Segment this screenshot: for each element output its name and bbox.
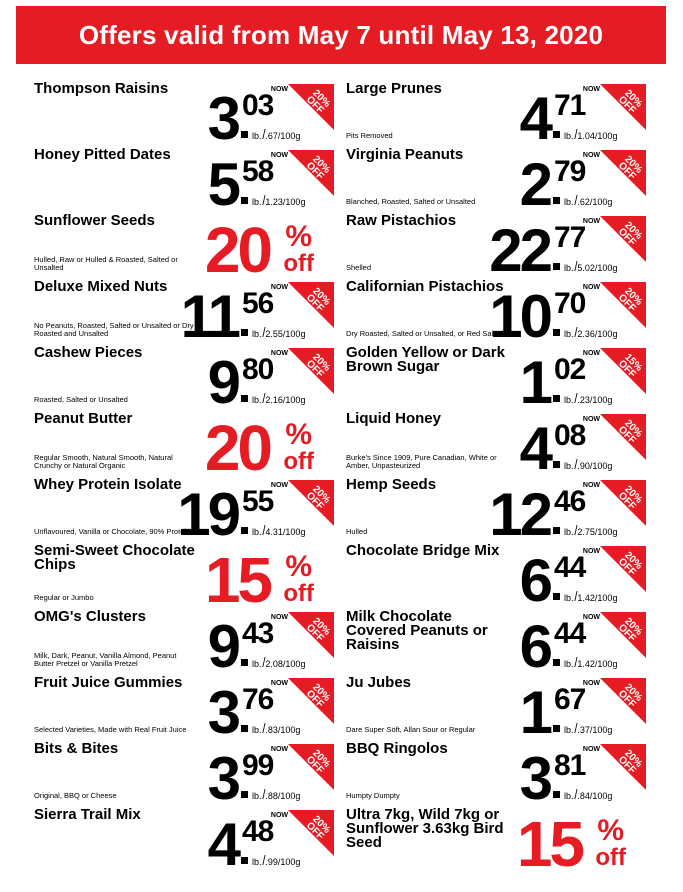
price-dollars: 3	[207, 679, 238, 746]
product-description: Hulled	[346, 527, 368, 536]
price-dollars: 3	[207, 85, 238, 152]
per-100g-price: 1.23/100g	[265, 197, 306, 207]
product-name: Virginia Peanuts	[346, 146, 464, 163]
price-dot	[553, 593, 560, 600]
unit-label: lb.	[564, 461, 574, 471]
price-dot	[553, 461, 560, 468]
percent-value: 20	[204, 214, 270, 286]
unit-label: lb.	[564, 593, 574, 603]
off-label: off	[595, 844, 626, 871]
price-cents: 58	[242, 155, 274, 188]
product-item	[34, 342, 334, 416]
unit-label: lb.	[252, 395, 262, 405]
discount-badge	[582, 546, 646, 594]
product-item	[34, 408, 334, 484]
slash-glyph: /	[573, 192, 578, 208]
price-dot	[241, 527, 248, 534]
discount-badge	[582, 612, 646, 660]
discount-badge	[270, 348, 334, 396]
percent-value: 20	[204, 412, 270, 484]
unit-label: lb.	[564, 197, 574, 207]
badge-discount-text: 20% OFF	[303, 87, 333, 117]
product-name: Deluxe Mixed Nuts	[34, 278, 168, 295]
discount-badge	[582, 216, 646, 264]
discount-badge	[270, 678, 334, 726]
badge-discount-text: 20% OFF	[615, 483, 645, 513]
product-description: Dry Roasted, Salted or Unsalted, or Red Salted	[346, 329, 504, 338]
percent-sign: %	[285, 550, 312, 583]
percent-off-block	[496, 808, 626, 880]
product-item	[34, 474, 334, 548]
unit-label: lb.	[252, 659, 262, 669]
price-dollars: 6	[519, 613, 550, 680]
product-description: No Peanuts, Roasted, Salted or Unsalted or Dry Roasted and Unsalted	[34, 321, 194, 338]
price-cents: 02	[554, 353, 586, 386]
percent-sign: %	[597, 814, 624, 847]
slash-glyph: /	[261, 720, 266, 736]
price-dot	[553, 527, 560, 534]
badge-discount-text: 20% OFF	[615, 549, 645, 579]
product-description: Shelled	[346, 263, 372, 272]
price-cents: 44	[554, 551, 586, 584]
product-item	[346, 78, 646, 152]
product-description: Selected Varieties, Made with Real Fruit Juice	[34, 725, 187, 734]
product-item	[346, 144, 646, 218]
now-label: NOW	[270, 680, 288, 687]
now-label: NOW	[582, 548, 600, 555]
discount-badge	[270, 612, 334, 660]
product-name: Chocolate Bridge Mix	[346, 542, 500, 559]
per-100g-price: 2.08/100g	[265, 659, 306, 669]
percent-off-block	[184, 412, 314, 484]
slash-glyph: /	[573, 258, 578, 274]
product-name: Honey Pitted Dates	[34, 146, 171, 163]
product-item	[346, 408, 646, 482]
unit-label: lb.	[564, 131, 574, 141]
product-item	[346, 540, 646, 614]
price-dot	[553, 263, 560, 270]
off-label: off	[283, 580, 314, 607]
now-label: NOW	[270, 746, 288, 753]
price-dollars: 4	[207, 811, 238, 878]
price-dot	[241, 329, 248, 336]
now-label: NOW	[270, 86, 288, 93]
product-item	[346, 606, 646, 680]
slash-glyph: /	[573, 390, 578, 406]
discount-badge	[270, 84, 334, 132]
product-name: BBQ Ringolos	[346, 740, 448, 757]
product-name: Ju Jubes	[346, 674, 412, 691]
discount-badge	[270, 150, 334, 198]
badge-discount-text: 20% OFF	[303, 285, 333, 315]
product-description: Blanched, Roasted, Salted or Unsalted	[346, 197, 476, 206]
percent-off-block	[184, 544, 314, 616]
per-100g-price: .23/100g	[577, 395, 613, 405]
product-item	[346, 474, 646, 548]
now-label: NOW	[582, 416, 600, 423]
price-cents: 43	[242, 617, 274, 650]
slash-glyph: /	[261, 126, 266, 142]
per-100g-price: 2.36/100g	[577, 329, 618, 339]
badge-discount-text: 20% OFF	[303, 615, 333, 645]
product-item	[34, 606, 334, 680]
price-dollars: 1	[519, 679, 550, 746]
price-dollars: 22	[489, 217, 550, 284]
discount-badge	[582, 414, 646, 462]
product-description: Dare Super Soft, Allan Sour or Regular	[346, 725, 476, 734]
price-dot	[553, 131, 560, 138]
off-label: off	[283, 448, 314, 475]
price-dot	[241, 791, 248, 798]
discount-badge	[270, 744, 334, 792]
slash-glyph: /	[573, 588, 578, 604]
product-name: Peanut Butter	[34, 410, 133, 427]
per-100g-price: 4.31/100g	[265, 527, 306, 537]
discount-badge	[582, 744, 646, 792]
price-dollars: 3	[519, 745, 550, 812]
unit-label: lb.	[252, 791, 262, 801]
price-cents: 71	[554, 89, 586, 122]
per-100g-price: 2.55/100g	[265, 329, 306, 339]
discount-badge	[582, 678, 646, 726]
percent-sign: %	[285, 220, 312, 253]
price-cents: 70	[554, 287, 586, 320]
unit-label: lb.	[252, 197, 262, 207]
slash-glyph: /	[573, 522, 578, 538]
product-name: Milk Chocolate Covered Peanuts or Raisins	[346, 608, 488, 653]
price-cents: 80	[242, 353, 274, 386]
product-name: Large Prunes	[346, 80, 442, 97]
price-dot	[553, 791, 560, 798]
product-item	[34, 78, 334, 152]
unit-label: lb.	[564, 527, 574, 537]
price-cents: 67	[554, 683, 586, 716]
slash-glyph: /	[261, 852, 266, 868]
discount-badge	[582, 150, 646, 198]
product-description: Milk, Dark, Peanut, Vanilla Almond, Peanut Butter Pretzel or Vanilla Pretzel	[34, 651, 177, 668]
slash-glyph: /	[573, 126, 578, 142]
product-description: Pits Removed	[346, 131, 393, 140]
discount-badge	[270, 282, 334, 330]
price-cents: 46	[554, 485, 586, 518]
product-name: Raw Pistachios	[346, 212, 457, 229]
slash-glyph: /	[261, 324, 266, 340]
unit-label: lb.	[252, 857, 262, 867]
price-dot	[553, 197, 560, 204]
price-dot	[241, 725, 248, 732]
now-label: NOW	[582, 86, 600, 93]
unit-label: lb.	[564, 395, 574, 405]
price-dot	[241, 857, 248, 864]
product-name: Sierra Trail Mix	[34, 806, 141, 823]
price-dot	[241, 659, 248, 666]
price-cents: 81	[554, 749, 586, 782]
unit-label: lb.	[252, 131, 262, 141]
product-name: Californian Pistachios	[346, 278, 504, 295]
product-name: Golden Yellow or Dark Brown Sugar	[346, 344, 505, 375]
badge-discount-text: 20% OFF	[303, 681, 333, 711]
price-cents: 79	[554, 155, 586, 188]
badge-discount-text: 20% OFF	[303, 813, 333, 843]
now-label: NOW	[270, 482, 288, 489]
badge-discount-text: 20% OFF	[615, 219, 645, 249]
now-label: NOW	[270, 614, 288, 621]
price-dot	[241, 395, 248, 402]
per-100g-price: 1.04/100g	[577, 131, 618, 141]
discount-badge	[582, 480, 646, 528]
badge-discount-text: 20% OFF	[303, 483, 333, 513]
now-label: NOW	[270, 152, 288, 159]
slash-glyph: /	[573, 654, 578, 670]
offers-banner: Offers valid from May 7 until May 13, 2020	[16, 6, 666, 64]
price-cents: 99	[242, 749, 274, 782]
per-100g-price: 2.75/100g	[577, 527, 618, 537]
price-cents: 48	[242, 815, 274, 848]
price-dot	[553, 395, 560, 402]
slash-glyph: /	[261, 786, 266, 802]
now-label: NOW	[270, 812, 288, 819]
product-item	[346, 276, 646, 350]
now-label: NOW	[582, 746, 600, 753]
slash-glyph: /	[573, 456, 578, 472]
product-description: Unflavoured, Vanilla or Chocolate, 90% Protein	[34, 527, 191, 536]
now-label: NOW	[582, 350, 600, 357]
unit-label: lb.	[564, 791, 574, 801]
unit-label: lb.	[564, 659, 574, 669]
product-item	[34, 738, 334, 812]
now-label: NOW	[270, 284, 288, 291]
product-name: Bits & Bites	[34, 740, 119, 757]
badge-discount-text: 20% OFF	[615, 417, 645, 447]
per-100g-price: .90/100g	[577, 461, 613, 471]
now-label: NOW	[582, 218, 600, 225]
price-cents: 55	[242, 485, 274, 518]
product-description: Roasted, Salted or Unsalted	[34, 395, 128, 404]
percent-sign: %	[285, 418, 312, 451]
product-name: Ultra 7kg, Wild 7kg or Sunflower 3.63kg Bird Seed	[346, 806, 504, 851]
product-item	[346, 738, 646, 812]
price-cents: 56	[242, 287, 274, 320]
product-name: OMG's Clusters	[34, 608, 146, 625]
slash-glyph: /	[261, 522, 266, 538]
badge-discount-text: 20% OFF	[303, 153, 333, 183]
price-dot	[241, 197, 248, 204]
product-name: Whey Protein Isolate	[34, 476, 182, 493]
now-label: NOW	[582, 614, 600, 621]
price-dollars: 5	[207, 151, 238, 218]
badge-discount-text: 20% OFF	[615, 87, 645, 117]
badge-discount-text: 20% OFF	[303, 351, 333, 381]
product-description: Regular or Jumbo	[34, 593, 94, 602]
now-label: NOW	[582, 680, 600, 687]
per-100g-price: .67/100g	[265, 131, 301, 141]
slash-glyph: /	[573, 324, 578, 340]
per-100g-price: 1.42/100g	[577, 659, 618, 669]
product-name: Thompson Raisins	[34, 80, 169, 97]
per-100g-price: 5.02/100g	[577, 263, 618, 273]
discount-badge	[270, 810, 334, 858]
per-100g-price: .88/100g	[265, 791, 301, 801]
badge-discount-text: 20% OFF	[615, 681, 645, 711]
product-description: Regular Smooth, Natural Smooth, Natural Crunchy or Natural Organic	[34, 453, 173, 470]
per-100g-price: .99/100g	[265, 857, 301, 867]
slash-glyph: /	[573, 786, 578, 802]
percent-value: 15	[204, 544, 270, 616]
product-description: Burke's Since 1909, Pure Canadian, White or Amber, Unpasteurized	[346, 453, 497, 470]
discount-badge	[582, 282, 646, 330]
badge-discount-text: 20% OFF	[615, 615, 645, 645]
product-item	[34, 144, 334, 218]
now-label: NOW	[582, 482, 600, 489]
price-dollars: 10	[489, 283, 550, 350]
price-dollars: 9	[207, 349, 238, 416]
slash-glyph: /	[261, 654, 266, 670]
price-cents: 76	[242, 683, 274, 716]
price-dot	[553, 725, 560, 732]
offers-grid	[34, 78, 645, 890]
unit-label: lb.	[564, 329, 574, 339]
price-cents: 03	[242, 89, 274, 122]
per-100g-price: 1.42/100g	[577, 593, 618, 603]
price-dollars: 2	[519, 151, 550, 218]
product-item	[34, 210, 334, 286]
badge-discount-text: 20% OFF	[303, 747, 333, 777]
price-dollars: 19	[177, 481, 238, 548]
now-label: NOW	[582, 284, 600, 291]
slash-glyph: /	[261, 390, 266, 406]
price-dollars: 4	[519, 415, 550, 482]
product-name: Sunflower Seeds	[34, 212, 155, 229]
per-100g-price: 2.16/100g	[265, 395, 306, 405]
price-dollars: 12	[489, 481, 550, 548]
price-dollars: 4	[519, 85, 550, 152]
off-label: off	[283, 250, 314, 277]
price-dot	[553, 659, 560, 666]
price-dollars: 6	[519, 547, 550, 614]
per-100g-price: .62/100g	[577, 197, 613, 207]
price-cents: 77	[554, 221, 586, 254]
product-item	[346, 342, 646, 416]
product-name: Fruit Juice Gummies	[34, 674, 183, 691]
slash-glyph: /	[573, 720, 578, 736]
price-dot	[553, 329, 560, 336]
product-item	[34, 672, 334, 746]
badge-discount-text: 20% OFF	[615, 153, 645, 183]
discount-badge	[582, 84, 646, 132]
badge-discount-text: 15% OFF	[615, 351, 645, 381]
unit-label: lb.	[252, 725, 262, 735]
unit-label: lb.	[564, 725, 574, 735]
product-item	[346, 210, 646, 284]
unit-label: lb.	[252, 527, 262, 537]
price-dollars: 9	[207, 613, 238, 680]
slash-glyph: /	[261, 192, 266, 208]
percent-off-block	[184, 214, 314, 286]
product-name: Cashew Pieces	[34, 344, 143, 361]
percent-value: 15	[516, 808, 582, 880]
unit-label: lb.	[252, 329, 262, 339]
now-label: NOW	[582, 152, 600, 159]
badge-discount-text: 20% OFF	[615, 285, 645, 315]
product-name: Semi-Sweet Chocolate Chips	[34, 542, 195, 573]
per-100g-price: .83/100g	[265, 725, 301, 735]
product-item	[34, 276, 334, 350]
discount-badge	[270, 480, 334, 528]
price-dollars: 1	[519, 349, 550, 416]
per-100g-price: .37/100g	[577, 725, 613, 735]
product-description: Hulled, Raw or Hulled & Roasted, Salted or Unsalted	[34, 255, 178, 272]
price-dot	[241, 131, 248, 138]
product-description: Original, BBQ or Cheese	[34, 791, 117, 800]
product-description: Humpty Dumpty	[346, 791, 400, 800]
product-item	[346, 804, 646, 880]
product-name: Liquid Honey	[346, 410, 441, 427]
discount-badge	[582, 348, 646, 396]
badge-discount-text: 20% OFF	[615, 747, 645, 777]
product-item	[34, 804, 334, 878]
price-cents: 08	[554, 419, 586, 452]
product-item	[346, 672, 646, 746]
per-100g-price: .84/100g	[577, 791, 613, 801]
price-dollars: 11	[180, 283, 238, 350]
unit-label: lb.	[564, 263, 574, 273]
price-dollars: 3	[207, 745, 238, 812]
product-item	[34, 540, 334, 616]
price-cents: 44	[554, 617, 586, 650]
product-name: Hemp Seeds	[346, 476, 437, 493]
now-label: NOW	[270, 350, 288, 357]
